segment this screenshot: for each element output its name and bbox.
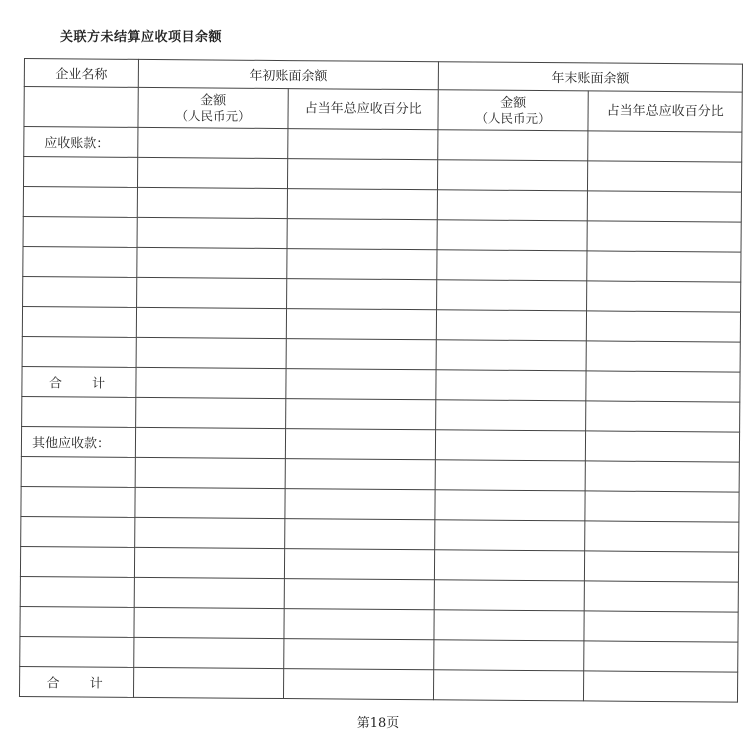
receivables-total-label: 合 计: [22, 366, 136, 397]
ending-balance-header: 年末账面余额: [438, 62, 742, 92]
table-cell: [134, 577, 284, 608]
amount-label: 金额: [500, 95, 527, 111]
table-cell: [135, 427, 285, 458]
table-cell: [138, 127, 288, 158]
table-cell: [133, 667, 283, 698]
table-cell: [436, 370, 586, 401]
table-cell: [587, 281, 741, 312]
table-cell: [137, 247, 287, 278]
table-cell: [285, 489, 435, 520]
table-cell: [137, 187, 287, 218]
table-cell: [286, 309, 436, 340]
blank-header-cell: [24, 87, 138, 128]
balance-table: [19, 58, 743, 703]
table-cell: [137, 217, 287, 248]
table-cell: [587, 161, 741, 192]
currency-label: （人民币元）: [175, 107, 251, 124]
table-cell: [435, 490, 585, 521]
currency-label: （人民币元）: [475, 110, 551, 126]
table-cell: [23, 186, 137, 217]
table-cell: [287, 159, 437, 190]
table-cell: [435, 520, 585, 551]
table-cell: [436, 310, 586, 341]
table-cell: [22, 336, 136, 367]
table-cell: [137, 157, 287, 188]
table-cell: [584, 551, 738, 582]
table-cell: [588, 131, 742, 162]
page-number: 第18页: [356, 716, 400, 731]
table-cell: [434, 610, 584, 641]
table-cell: [135, 517, 285, 548]
table-cell: [587, 251, 741, 282]
table-cell: [434, 580, 584, 611]
table-cell: [437, 280, 587, 311]
table-cell: [587, 191, 741, 222]
table-cell: [286, 339, 436, 370]
table-cell: [23, 276, 137, 307]
table-cell: [284, 639, 434, 670]
table-cell: [585, 431, 739, 462]
table-cell: [136, 337, 286, 368]
page-title: 关联方未结算应收项目余额: [60, 30, 223, 45]
table-cell: [583, 671, 737, 702]
table-cell: [287, 249, 437, 280]
table-cell: [287, 189, 437, 220]
table-cell: [434, 640, 584, 671]
table-cell: [22, 396, 136, 427]
table-cell: [437, 160, 587, 191]
table-cell: [586, 401, 740, 432]
table-cell: [435, 460, 585, 491]
other-receivables-total-label: 合 计: [19, 666, 133, 697]
table-cell: [585, 491, 739, 522]
table-cell: [287, 279, 437, 310]
table-cell: [586, 371, 740, 402]
table-cell: [585, 461, 739, 492]
header-row-2: [24, 87, 742, 133]
table-cell: [584, 641, 738, 672]
table-cell: [584, 581, 738, 612]
balance-table-container: [19, 58, 742, 706]
table-cell: [437, 250, 587, 281]
table-cell: [136, 367, 286, 398]
table-cell: [135, 487, 285, 518]
table-cell: [285, 519, 435, 550]
table-cell: [134, 637, 284, 668]
amount-label: 金额: [200, 92, 227, 109]
table-cell: [137, 277, 287, 308]
table-cell: [284, 609, 434, 640]
beginning-balance-header: 年初账面余额: [138, 59, 438, 89]
table-cell: [584, 611, 738, 642]
table-cell: [285, 459, 435, 490]
table-cell: [21, 516, 135, 547]
receivables-section-label: 应收账款：: [24, 127, 138, 158]
table-cell: [286, 399, 436, 430]
table-cell: [586, 341, 740, 372]
table-cell: [134, 547, 284, 578]
table-cell: [23, 216, 137, 247]
beginning-amount-header: [138, 87, 288, 128]
table-cell: [284, 549, 434, 580]
table-cell: [437, 190, 587, 221]
table-cell: [436, 400, 586, 431]
table-cell: [437, 220, 587, 251]
table-cell: [22, 306, 136, 337]
table-cell: [23, 246, 137, 277]
table-cell: [283, 669, 433, 700]
table-cell: [434, 550, 584, 581]
ending-percent-header: 占当年总应收百分比: [588, 91, 742, 132]
beginning-percent-header: 占当年总应收百分比: [288, 89, 438, 130]
table-cell: [136, 397, 286, 428]
table-cell: [21, 456, 135, 487]
table-cell: [134, 607, 284, 638]
table-cell: [285, 429, 435, 460]
table-cell: [587, 221, 741, 252]
table-cell: [436, 340, 586, 371]
table-cell: [21, 486, 135, 517]
table-cell: [435, 430, 585, 461]
table-cell: [20, 636, 134, 667]
table-cell: [288, 129, 438, 160]
table-cell: [287, 219, 437, 250]
table-cell: [20, 606, 134, 637]
table-cell: [20, 576, 134, 607]
table-cell: [433, 670, 583, 701]
table-row: [19, 666, 737, 702]
table-cell: [23, 157, 137, 188]
ending-amount-header: [438, 90, 588, 131]
table-cell: [284, 579, 434, 610]
table-cell: [438, 130, 588, 161]
company-name-header: 企业名称: [24, 59, 138, 88]
table-cell: [286, 369, 436, 400]
table-cell: [585, 521, 739, 552]
table-cell: [20, 546, 134, 577]
table-cell: [135, 457, 285, 488]
table-cell: [136, 307, 286, 338]
table-cell: [586, 311, 740, 342]
other-receivables-section-label: 其他应收款：: [21, 426, 135, 457]
